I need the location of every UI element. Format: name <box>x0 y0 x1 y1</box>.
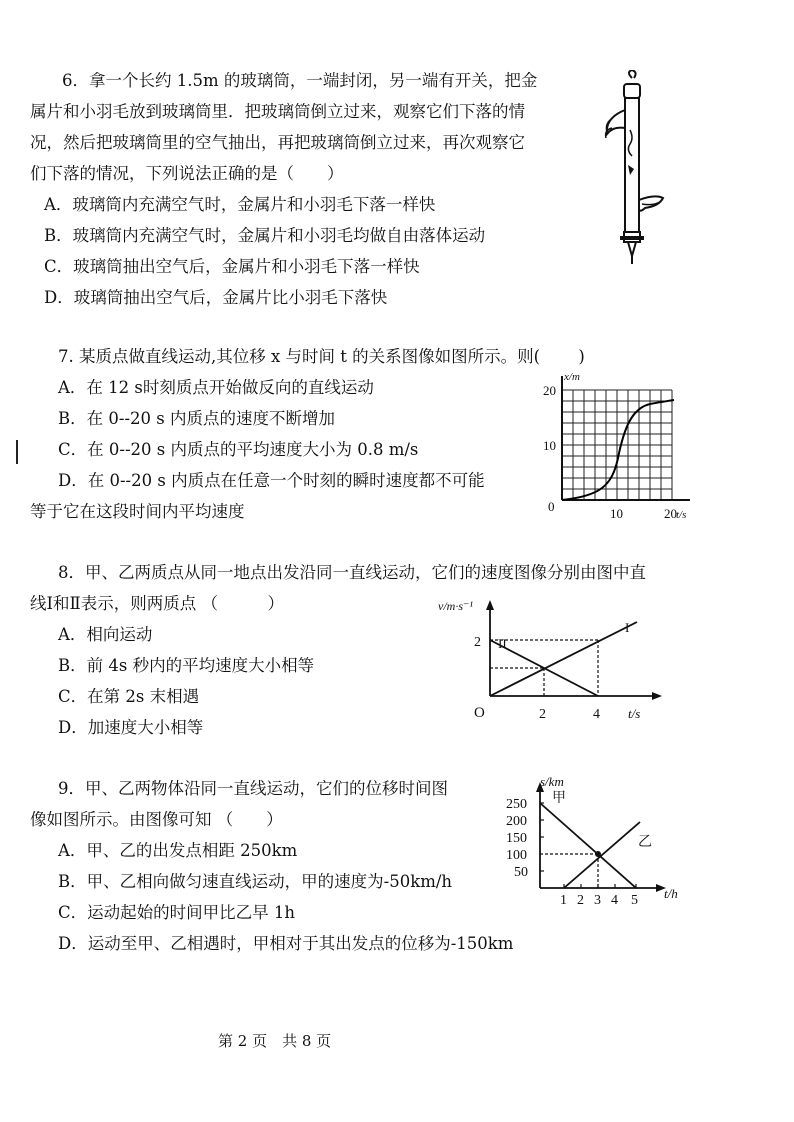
q7-y-tick-10: 10 <box>543 438 556 453</box>
q9-x-tick-5: 5 <box>631 893 638 908</box>
q9-displacement-graph <box>500 772 700 908</box>
q9-option-c: C．运动起始的时间甲比乙早 1h <box>58 903 295 922</box>
q9-line-label-yi: 乙 <box>638 835 652 850</box>
q9-y-tick-150: 150 <box>506 831 527 846</box>
q8-stem-line-2: 线Ⅰ和Ⅱ表示，则两质点 （ ） <box>30 594 284 613</box>
q7-option-c: C．在 0--20 s 内质点的平均速度大小为 0.8 m/s <box>58 440 419 459</box>
q8-origin-label: O <box>474 705 485 721</box>
q8-stem-line-1: 8．甲、乙两质点从同一地点出发沿同一直线运动，它们的速度图像分别由图中直 <box>58 563 646 582</box>
q6-option-d: D．玻璃筒抽出空气后，金属片比小羽毛下落快 <box>44 288 388 307</box>
q7-x-tick-20: 20 <box>664 506 677 521</box>
q7-x-tick-10: 10 <box>610 506 623 521</box>
q6-stem-line-3: 况，然后把玻璃筒里的空气抽出，再把玻璃筒倒立过来，再次观察它 <box>30 133 525 152</box>
margin-mark <box>16 440 18 464</box>
q9-x-tick-4: 4 <box>611 893 618 908</box>
q8-velocity-graph <box>432 592 672 728</box>
q7-option-a: A．在 12 s时刻质点开始做反向的直线运动 <box>58 378 374 397</box>
q9-line-label-jia: 甲 <box>552 791 566 806</box>
glass-tube-drawing <box>598 70 670 270</box>
q9-stem-line-2: 像如图所示。由图像可知 （ ） <box>30 810 283 829</box>
q7-option-b: B．在 0--20 s 内质点的速度不断增加 <box>58 409 335 428</box>
q9-option-a: A．甲、乙的出发点相距 250km <box>58 841 298 860</box>
q8-option-c: C．在第 2s 末相遇 <box>58 687 200 706</box>
q6-stem-line-4: 们下落的情况，下列说法正确的是（ ） <box>30 164 344 183</box>
q7-option-d-continued: 等于它在这段时间内平均速度 <box>30 502 245 521</box>
q9-y-tick-100: 100 <box>506 848 527 863</box>
q7-option-d: D．在 0--20 s 内质点在任意一个时刻的瞬时速度都不可能 <box>58 471 485 490</box>
q8-option-d: D．加速度大小相等 <box>58 718 204 737</box>
q8-y-axis-label: v/m·s⁻¹ <box>438 599 473 613</box>
q9-y-tick-250: 250 <box>506 797 527 812</box>
q6-stem-line-1: 6．拿一个长约 1.5m 的玻璃筒，一端封闭，另一端有开关，把金 <box>62 71 538 90</box>
q8-line-label-i: I <box>625 620 630 635</box>
q9-x-axis-label: t/h <box>664 886 678 901</box>
q9-x-tick-3: 3 <box>594 893 601 908</box>
q8-option-a: A．相向运动 <box>58 625 153 644</box>
q7-displacement-graph <box>540 368 720 526</box>
q9-x-tick-1: 1 <box>560 893 567 908</box>
q7-y-axis-label: x/m <box>564 371 580 383</box>
q9-y-axis-label: s/km <box>540 774 564 789</box>
q9-y-tick-50: 50 <box>514 865 528 880</box>
q6-option-b: B．玻璃筒内充满空气时，金属片和小羽毛均做自由落体运动 <box>44 226 486 245</box>
glass-tube-illustration <box>598 70 670 270</box>
q9-option-d: D．运动至甲、乙相遇时，甲相对于其出发点的位移为-150km <box>58 934 514 953</box>
q9-stem-line-1: 9．甲、乙两物体沿同一直线运动，它们的位移时间图 <box>58 779 448 798</box>
q8-x-tick-2: 2 <box>539 707 546 722</box>
q7-stem: 7. 某质点做直线运动,其位移 x 与时间 t 的关系图像如图所示。则( ) <box>58 347 585 366</box>
q6-stem-line-2: 属片和小羽毛放到玻璃筒里．把玻璃筒倒立过来，观察它们下落的情 <box>30 102 525 121</box>
q8-y-tick-2: 2 <box>474 635 481 650</box>
q6-option-a: A．玻璃筒内充满空气时，金属片和小羽毛下落一样快 <box>44 195 436 214</box>
page-footer: 第 2 页 共 8 页 <box>218 1032 332 1050</box>
q8-x-axis-label: t/s <box>628 706 641 721</box>
q7-x-axis-label: t/s <box>676 509 687 521</box>
q9-x-tick-2: 2 <box>577 893 584 908</box>
q8-line-label-ii: II <box>498 636 507 651</box>
q9-option-b: B．甲、乙相向做匀速直线运动，甲的速度为-50km/h <box>58 872 453 891</box>
q7-y-tick-0: 0 <box>548 499 555 514</box>
q6-option-c: C．玻璃筒抽出空气后，金属片和小羽毛下落一样快 <box>44 257 420 276</box>
q8-option-b: B．前 4s 秒内的平均速度大小相等 <box>58 656 315 675</box>
q8-x-tick-4: 4 <box>593 707 600 722</box>
q9-y-tick-200: 200 <box>506 814 527 829</box>
q7-y-tick-20: 20 <box>543 383 556 398</box>
